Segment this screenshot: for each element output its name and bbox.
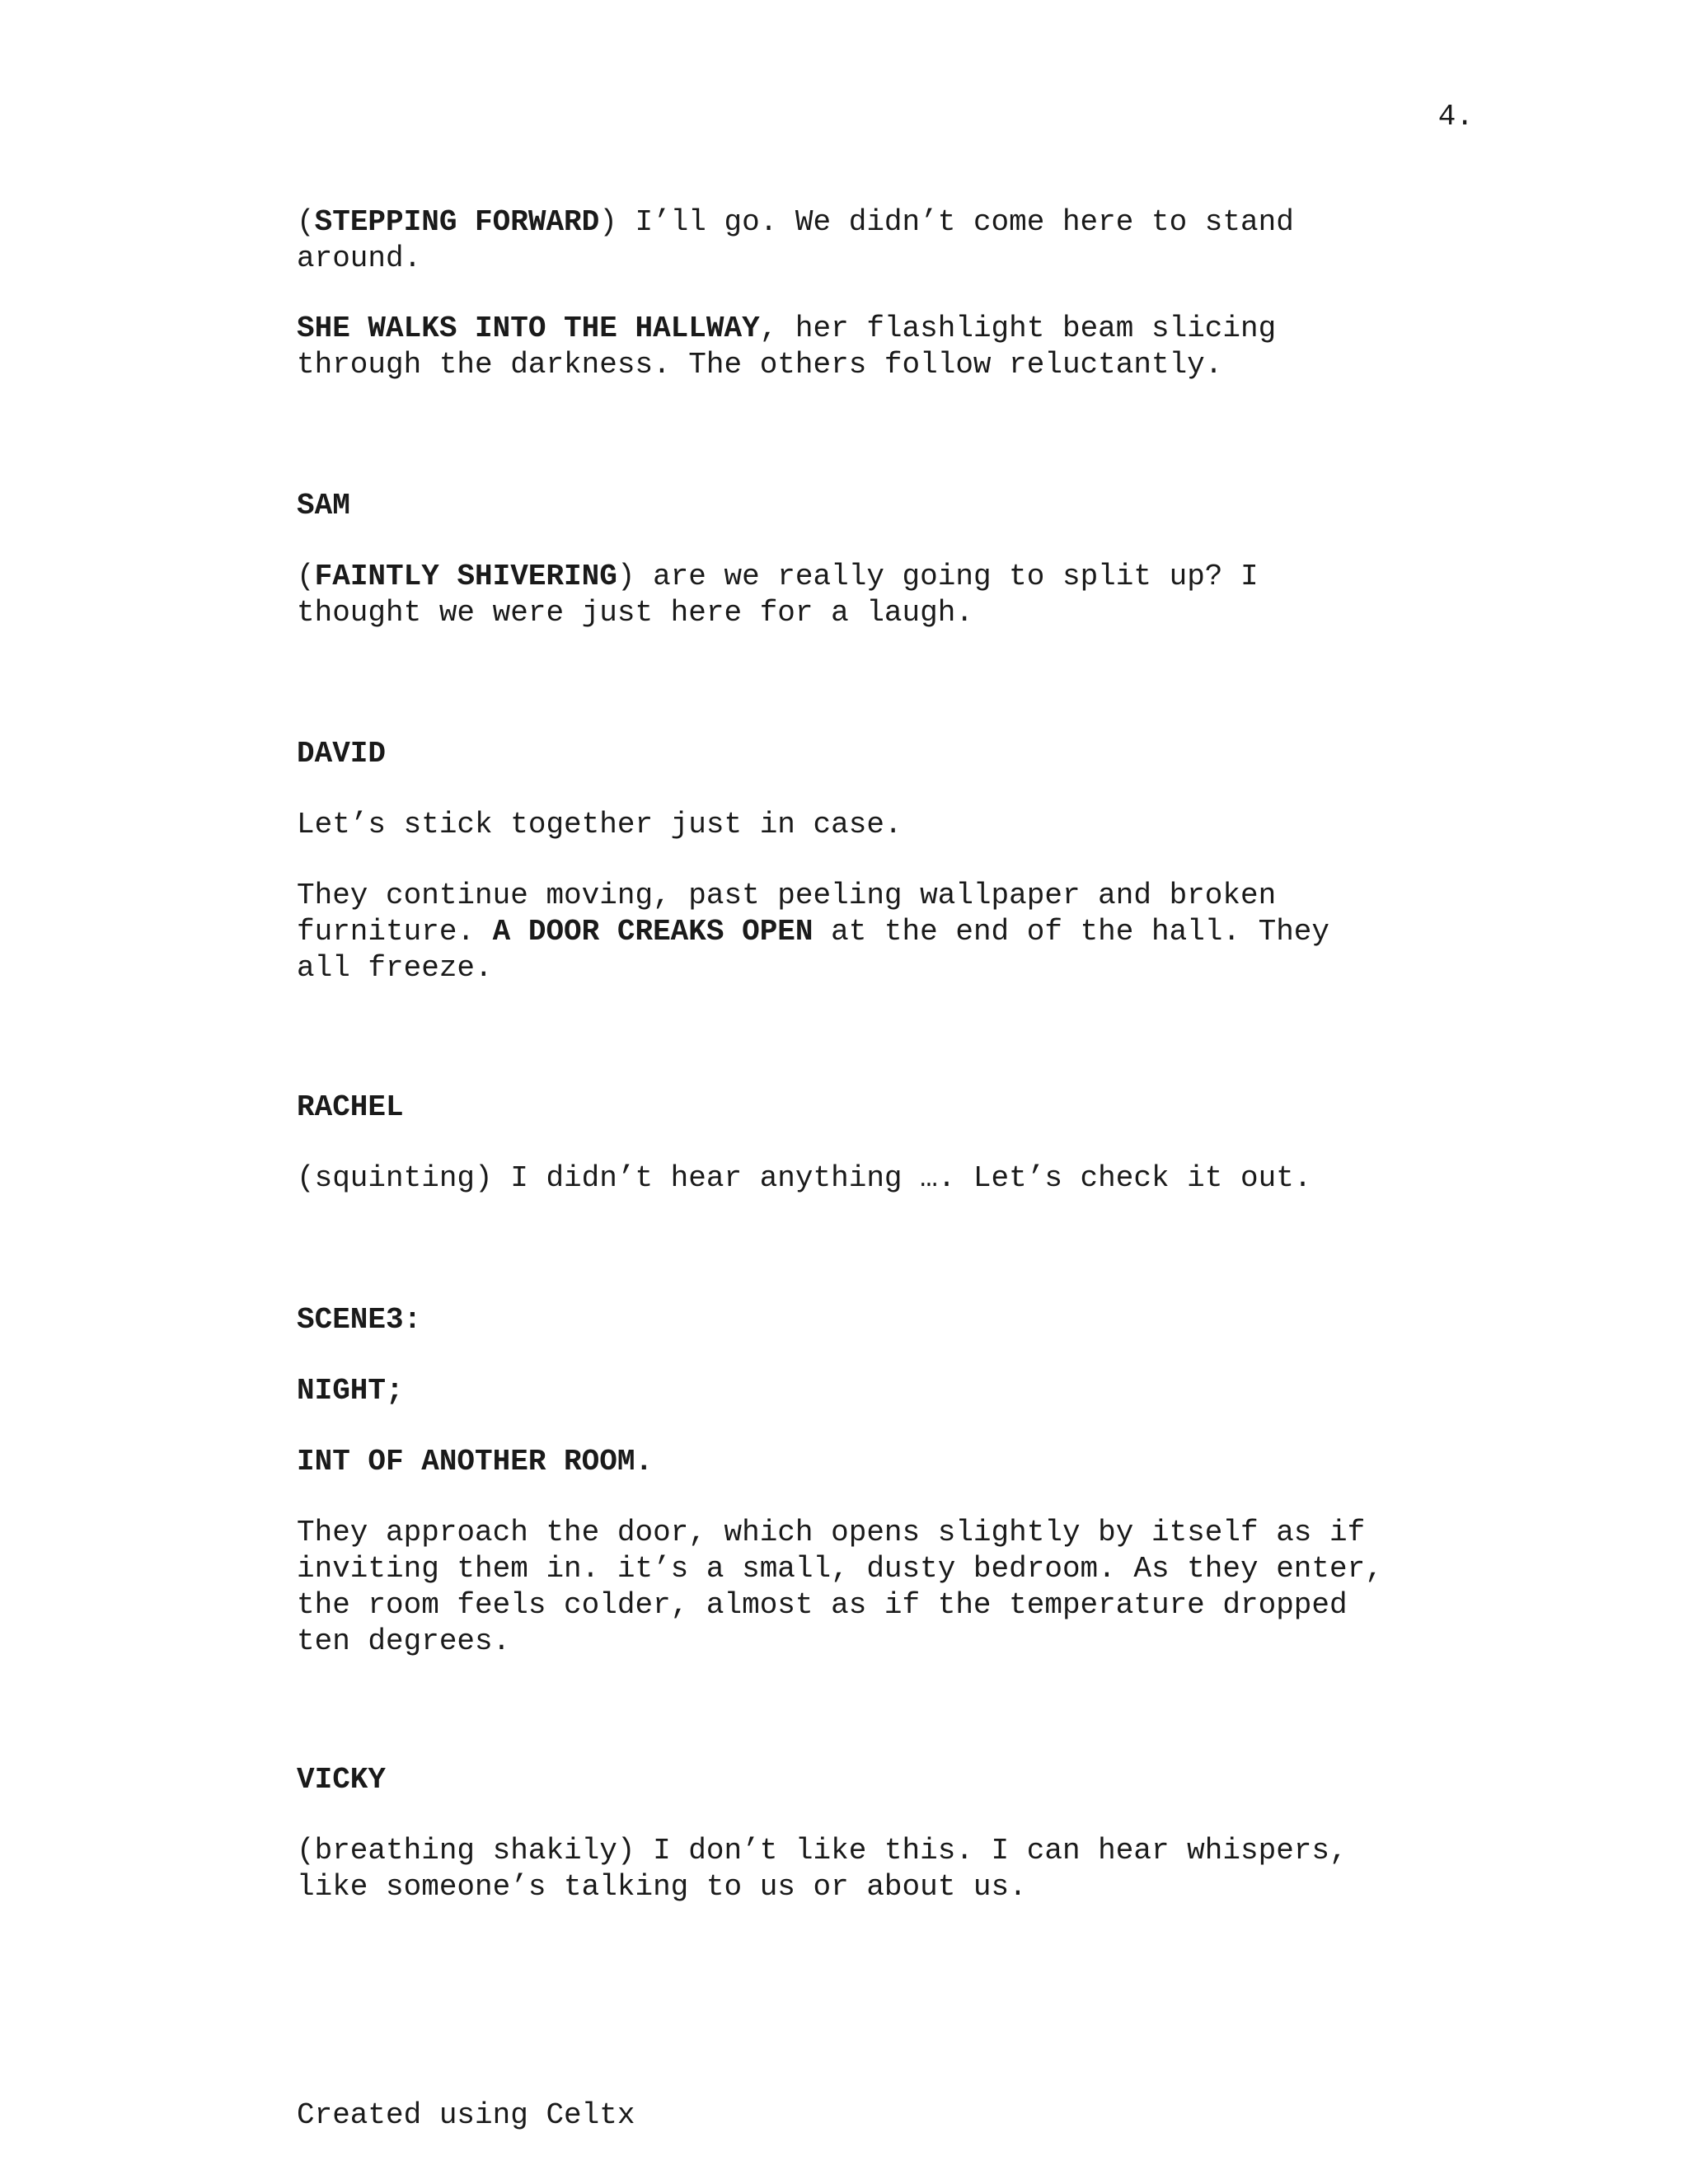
action-text: ten degrees. xyxy=(297,1624,511,1658)
character-name-sam: SAM xyxy=(297,489,350,523)
footer-created-using: Created using Celtx xyxy=(297,2098,635,2132)
scene-location: INT OF ANOTHER ROOM. xyxy=(297,1445,654,1479)
action-emphasis: A DOOR CREAKS OPEN xyxy=(492,915,814,949)
character-name-david: DAVID xyxy=(297,737,387,771)
dialogue-sam xyxy=(297,559,1533,631)
paren-open: ( xyxy=(297,205,315,239)
action-door-creaks xyxy=(297,878,1533,987)
character-name-vicky: VICKY xyxy=(297,1763,387,1797)
scene-time: NIGHT; xyxy=(297,1374,404,1408)
dialogue-text: ) are we really going to split up? I xyxy=(617,560,1259,593)
dialogue-david: Let’s stick together just in case. xyxy=(297,808,903,841)
character-name-rachel: RACHEL xyxy=(297,1090,404,1124)
dialogue-text: like someone’s talking to us or about us. xyxy=(297,1870,1027,1904)
action-emphasis: STEPPING FORWARD xyxy=(314,205,600,239)
action-walks-into-hallway xyxy=(297,311,1533,383)
action-text: all freeze. xyxy=(297,951,493,985)
page-number: 4. xyxy=(1437,100,1474,134)
action-text: ) I’ll go. We didn’t come here to stand xyxy=(599,205,1294,239)
action-emphasis: FAINTLY SHIVERING xyxy=(314,560,617,593)
action-text: They continue moving, past peeling wallpaper and broken xyxy=(297,879,1277,912)
action-text: through the darkness. The others follow reluctantly. xyxy=(297,348,1223,382)
dialogue-vicky xyxy=(297,1833,1533,1905)
action-stepping-forward xyxy=(297,204,1533,277)
action-text: They approach the door, which opens slightly by itself as if xyxy=(297,1516,1366,1549)
dialogue-text: thought we were just here for a laugh. xyxy=(297,596,973,630)
action-text: , her flashlight beam slicing xyxy=(759,312,1277,345)
action-text: the room feels colder, almost as if the temperature dropped xyxy=(297,1588,1348,1622)
action-text: around. xyxy=(297,241,422,275)
action-emphasis: SHE WALKS INTO THE HALLWAY xyxy=(297,312,760,345)
paren-open: ( xyxy=(297,560,315,593)
action-text: furniture. xyxy=(297,915,493,949)
scene-heading: SCENE3: xyxy=(297,1303,422,1337)
action-approach-door xyxy=(297,1515,1533,1660)
action-text: at the end of the hall. They xyxy=(813,915,1330,949)
dialogue-text: (breathing shakily) I don’t like this. I can hear whispers, xyxy=(297,1834,1348,1868)
dialogue-rachel: (squinting) I didn’t hear anything …. Let’s check it out. xyxy=(297,1161,1312,1195)
action-text: inviting them in. it’s a small, dusty bedroom. As they enter, xyxy=(297,1552,1383,1586)
